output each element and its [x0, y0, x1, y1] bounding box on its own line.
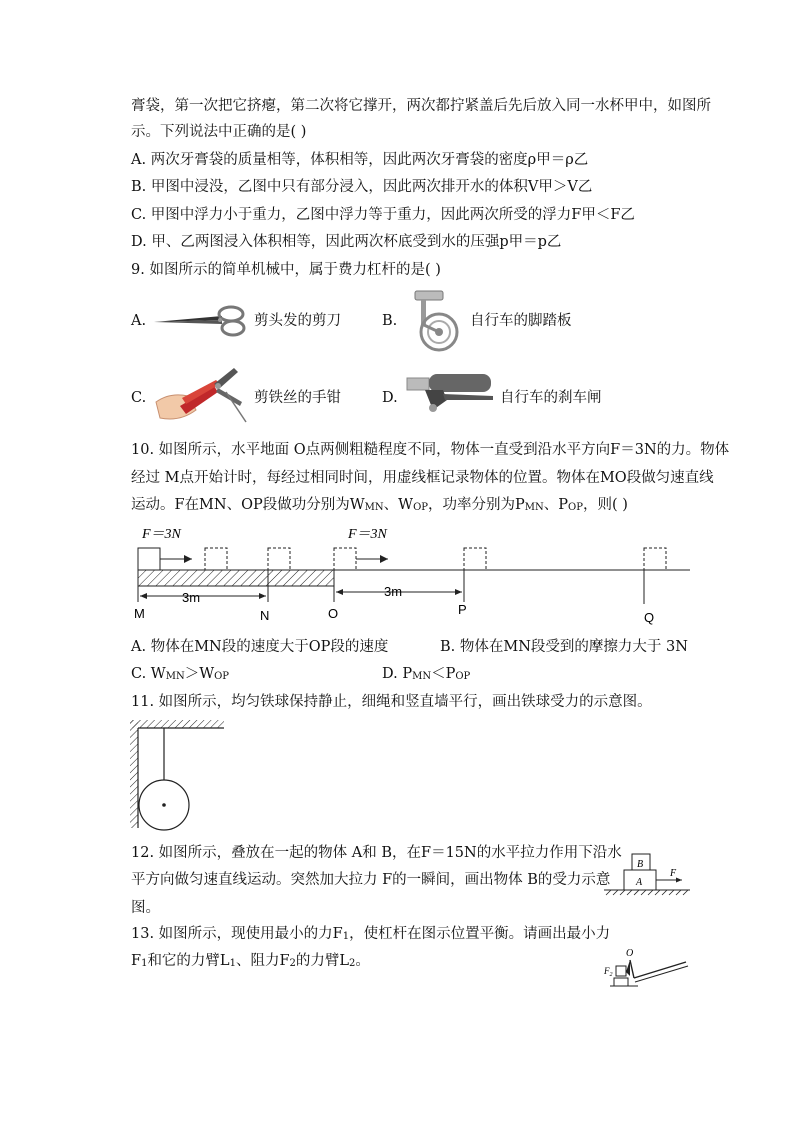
dashed-box [644, 548, 666, 570]
q10-option-d: D. PMN＜POP [382, 666, 471, 682]
force-label-1: F＝3N [142, 527, 181, 542]
force-label-2: F＝3N [348, 527, 387, 542]
dashed-box [268, 548, 290, 570]
dashed-box [205, 548, 227, 570]
hanging-iron-ball-diagram [128, 718, 228, 832]
point-q: Q [644, 610, 655, 625]
q9-option-a-text: 剪头发的剪刀 [254, 313, 341, 329]
q12-line-2: 平方向做匀速直线运动。突然加大拉力 F的一瞬间，画出物体 B的受力示意 [131, 872, 611, 888]
q10-option-b: B. 物体在MN段受到的摩擦力大于 3N [440, 639, 688, 655]
q12-line-1: 12. 如图所示，叠放在一起的物体 A和 B，在F＝15N的水平拉力作用下沿水 [131, 845, 622, 861]
q10-option-c: C. WMN＞WOP [131, 666, 230, 682]
q13-line-2: F1和它的力臂L1、阻力F2的力臂L2。 [131, 953, 370, 969]
point-m: M [134, 606, 145, 621]
q9-stem: 9. 如图所示的简单机械中，属于费力杠杆的是( ) [131, 262, 441, 278]
block-solid [138, 548, 160, 570]
q9-option-c-text: 剪铁丝的手钳 [254, 390, 341, 406]
q11-stem: 11. 如图所示，均匀铁球保持静止，细绳和竖直墙平行，画出铁球受力的示意图。 [131, 694, 652, 710]
distance-label-mn: 3m [182, 590, 201, 605]
q9-option-c-letter: C. [131, 390, 147, 406]
q13-line-1: 13. 如图所示，现使用最小的力F1，使杠杆在图示位置平衡。请画出最小力 [131, 926, 611, 942]
q9-option-d-letter: D. [382, 390, 398, 406]
scissors-illustration [152, 300, 248, 340]
point-n: N [260, 608, 270, 623]
force-f2-label: $F_2$ [604, 966, 613, 978]
q9-option-b-letter: B. [382, 313, 398, 329]
q12-line-3: 图。 [131, 900, 160, 916]
q8-option-a: A. 两次牙膏袋的质量相等，体积相等，因此两次牙膏袋的密度ρ甲＝ρ乙 [131, 152, 589, 168]
q10-line-1: 10. 如图所示，水平地面 O点两侧粗糙程度不同，物体一直受到沿水平方向F＝3N的力。物体 [131, 442, 730, 458]
stacked-blocks-diagram [600, 848, 694, 900]
q8-option-d: D. 甲、乙两图浸入体积相等，因此两次杯底受到水的压强p甲＝p乙 [131, 234, 562, 250]
distance-label-op: 3m [384, 584, 403, 599]
q10-option-a: A. 物体在MN段的速度大于OP段的速度 [131, 639, 389, 655]
q10-motion-diagram [130, 518, 695, 630]
q8-option-b: B. 甲图中浸没，乙图中只有部分浸入，因此两次排开水的体积V甲＞V乙 [131, 179, 593, 195]
point-o: O [328, 606, 339, 621]
block-a-label: A [636, 877, 643, 888]
point-p: P [458, 602, 467, 617]
q8-line-2: 示。下列说法中正确的是( ) [131, 124, 307, 140]
dashed-box [464, 548, 486, 570]
bicycle-brake-illustration [403, 370, 497, 420]
pivot-o-label: O [626, 948, 634, 959]
q8-line-1: 膏袋，第一次把它挤瘪，第二次将它撑开，两次都拧紧盖后先后放入同一水杯甲中，如图所 [131, 98, 711, 114]
force-f-label: F [670, 868, 677, 879]
lever-diagram [600, 938, 694, 996]
block-b-label: B [637, 859, 644, 870]
rough-surface-mo [138, 570, 334, 586]
q10-line-2: 经过 M点开始计时，每经过相同时间，用虚线框记录物体的位置。物体在MO段做匀速直线 [131, 470, 714, 486]
q9-option-a-letter: A. [131, 313, 147, 329]
bicycle-pedal-illustration [403, 287, 467, 353]
q8-option-c: C. 甲图中浮力小于重力，乙图中浮力等于重力，因此两次所受的浮力F甲＜F乙 [131, 207, 635, 223]
wire-pliers-illustration [150, 362, 250, 426]
q10-line-3: 运动。F在MN、OP段做功分别为WMN、WOP，功率分别为PMN、POP，则( ) [131, 497, 628, 513]
q9-option-d-text: 自行车的刹车闸 [500, 390, 602, 406]
q9-option-b-text: 自行车的脚踏板 [470, 313, 572, 329]
dashed-box [334, 548, 356, 570]
